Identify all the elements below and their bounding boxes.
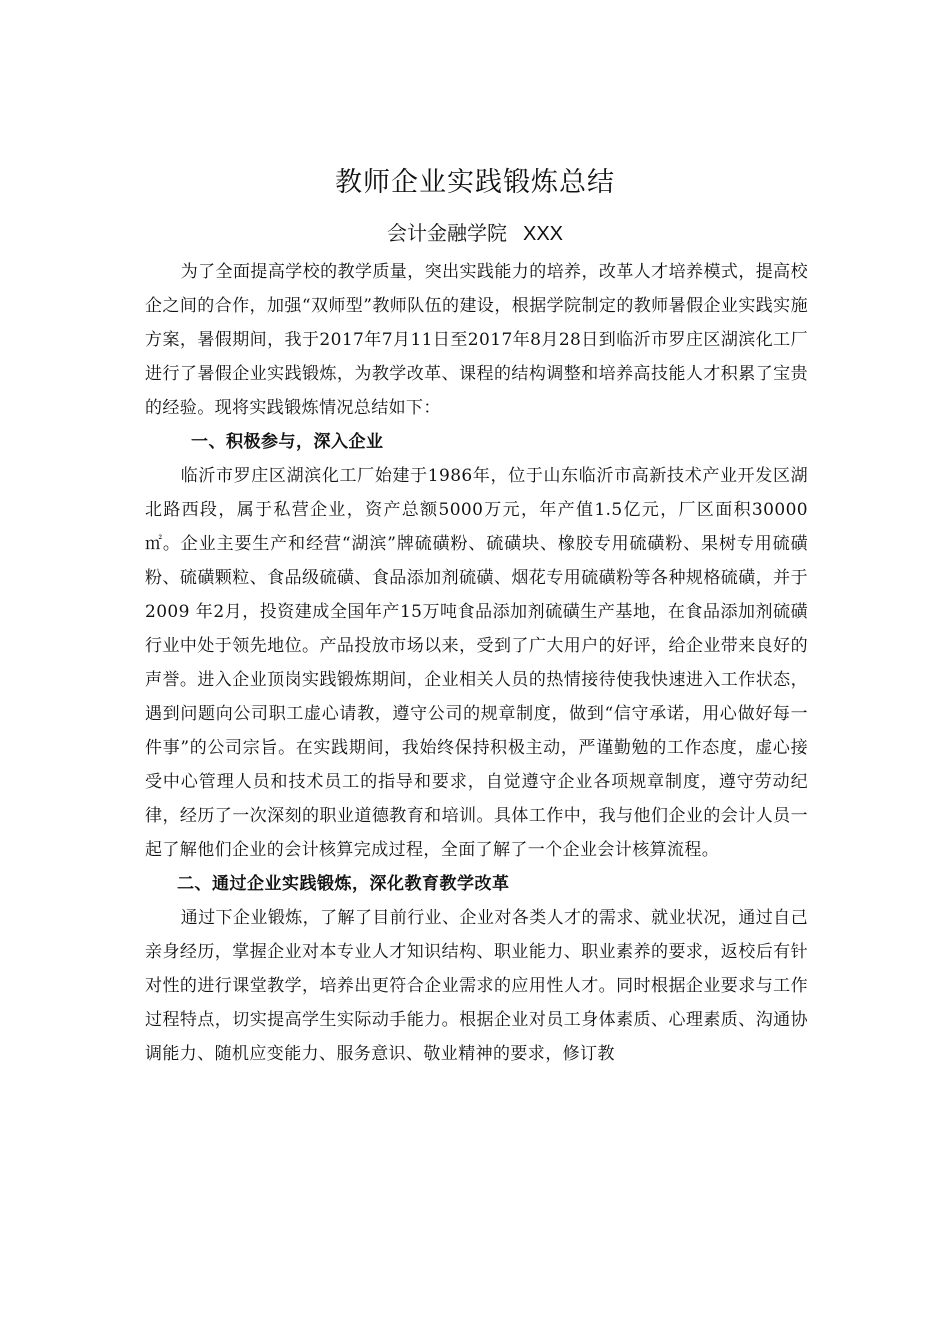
section-2-paragraph: 通过下企业锻炼，了解了目前行业、企业对各类人才的需求、就业状况，通过自己亲身经历，掌握企业对本专业人才知识结构、职业能力、职业素养的要求，返校后有针对性的进行课堂教学，培养出更符合企业需求的应用性人才。同时根据企业要求与工作过程特点，切实提高学生实际动手能力。根据企业对员工身体素质、心理素质、沟通协调能力、随机应变能力、服务意识、敬业精神的要求，修订教: [145, 908, 808, 1064]
intro-paragraph: 为了全面提高学校的教学质量，突出实践能力的培养，改革人才培养模式，提高校企之间的合作，加强“双师型”教师队伍的建设，根据学院制定的教师暑假企业实践实施方案，暑假期间，我于2017年7月11日至2017年8月28日到临沂市罗庄区湖滨化工厂进行了暑假企业实践锻炼，为教学改革、课程的结构调整和培养高技能人才积累了宝贵的经验。现将实践锻炼情况总结如下：: [145, 262, 808, 418]
department-name: 会计金融学院: [386, 221, 507, 245]
section-1-paragraph: 临沂市罗庄区湖滨化工厂始建于1986年，位于山东临沂市高新技术产业开发区湖北路西段，属于私营企业，资产总额5000万元，年产值1.5亿元，厂区面积30000㎡。企业主要生产和经营“湖滨”牌硫磺粉、硫磺块、橡胶专用硫磺粉、果树专用硫磺粉、硫磺颗粒、食品级硫磺、食品添加剂硫磺、烟花专用硫磺粉等各种规格硫磺，并于2009 年2月，投资建成全国年产15万吨食品添加剂硫磺生产基地，在食品添加剂硫磺行业中处于领先地位。产品投放市场以来，受到了广大用户的好评，给企业带来良好的声誉。进入企业顶岗实践锻炼期间，企业相关人员的热情接待使我快速进入工作状态，遇到问题向公司职工虚心请教，遵守公司的规章制度，做到“信守承诺，用心做好每一件事”的公司宗旨。在实践期间，我始终保持积极主动，严谨勤勉的工作态度，虚心接受中心管理人员和技术员工的指导和要求，自觉遵守企业各项规章制度，遵守劳动纪律，经历了一次深刻的职业道德教育和培训。具体工作中，我与他们企业的会计人员一起了解他们企业的会计核算完成过程，全面了解了一个企业会计核算流程。: [145, 466, 808, 860]
section-2-heading: 二、通过企业实践锻炼，深化教育教学改革: [177, 874, 510, 894]
document-body: [145, 255, 808, 1071]
document-title: 教师企业实践锻炼总结: [335, 167, 615, 198]
section-1-heading: 一、积极参与，深入企业: [191, 432, 384, 452]
author-name: XXX: [522, 223, 564, 245]
author-line: [0, 216, 950, 251]
